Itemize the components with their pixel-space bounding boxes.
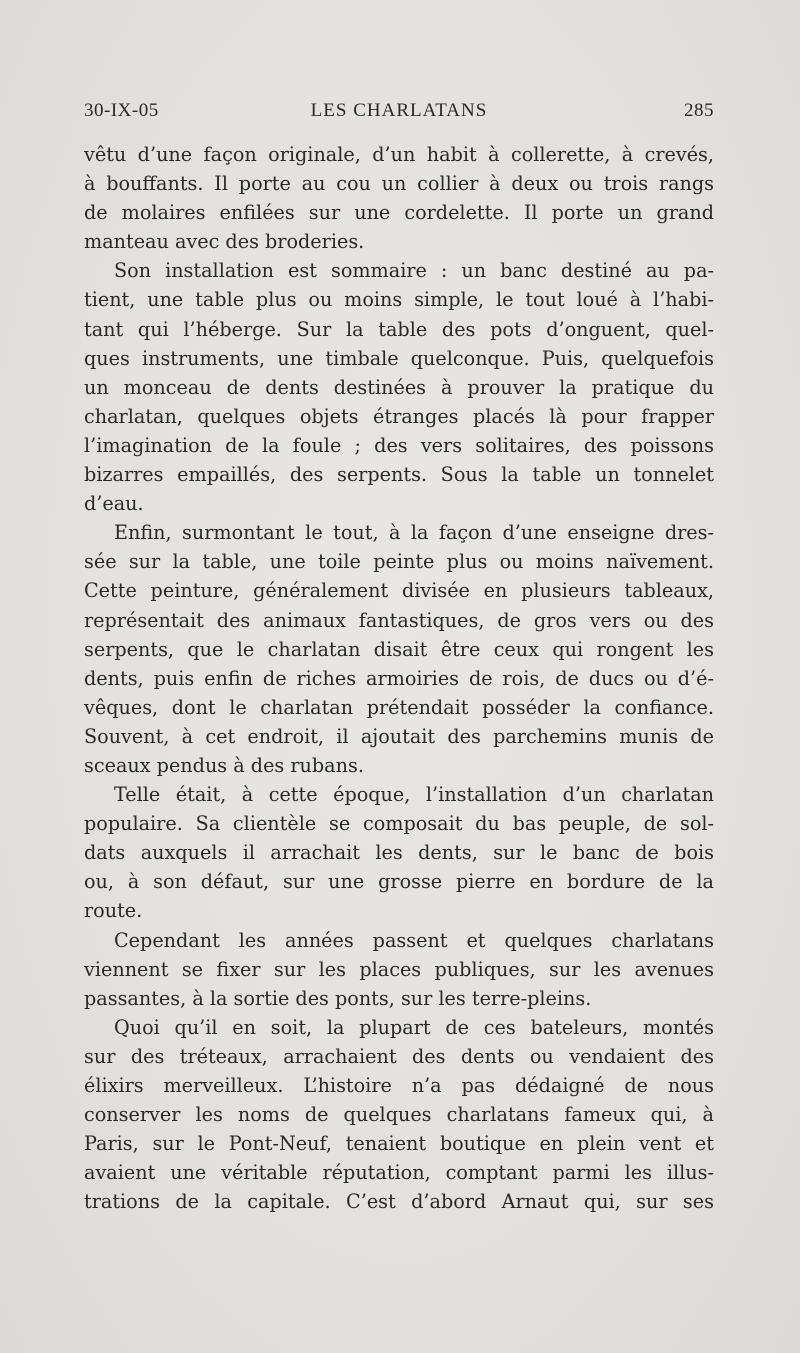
text-line: Cependant les années passent et quelques charlatans [114,928,714,952]
text-line: dats auxquels il arrachait les dents, sur le banc de bois [84,841,714,865]
header-date: 30-IX-05 [84,100,159,121]
text-line: Enfin, surmontant le tout, à la façon d’une enseigne dres- [114,521,714,545]
text-line: populaire. Sa clientèle se composait du bas peuple, de sol- [84,812,714,836]
text-line: sur des tréteaux, arrachaient des dents ou vendaient des [84,1044,714,1068]
text-line: Souvent, à cet endroit, il ajoutait des parchemins munis de [84,724,714,748]
running-header [84,100,714,130]
text-line: vêtu d’une façon originale, d’un habit à collerette, à crevés, [84,143,714,166]
text-line: sée sur la table, une toile peinte plus ou moins naïvement. [84,550,714,574]
text-line: passantes, à la sortie des ponts, sur les terre-pleins. [84,986,592,1010]
text-line: tient, une table plus ou moins simple, le tout loué à l’habi- [84,288,714,312]
text-line: Quoi qu’il en soit, la plupart de ces bateleurs, montés [114,1015,714,1039]
text-line: viennent se fixer sur les places publiques, sur les avenues [84,957,714,981]
text-line: de molaires enfilées sur une cordelette. Il porte un grand [84,201,714,225]
text-line: d’eau. [84,492,144,516]
text-line: à bouffants. Il porte au cou un collier à deux ou trois rangs [84,172,714,196]
text-line: Son installation est sommaire : un banc destiné au pa- [114,259,714,283]
text-line: charlatan, quelques objets étranges placés là pour frapper [84,404,714,428]
text-line: sceaux pendus à des rubans. [84,753,364,777]
text-line: Telle était, à cette époque, l’installation d’un charlatan [114,783,714,807]
text-line: route. [84,899,143,923]
text-line: trations de la capitale. C’est d’abord Arnaut qui, sur ses [84,1190,714,1214]
text-line: vêques, dont le charlatan prétendait posséder la confiance. [84,695,714,719]
text-line: Cette peinture, généralement divisée en plusieurs tableaux, [84,579,714,603]
text-line: bizarres empaillés, des serpents. Sous la table un tonnelet [84,463,714,487]
text-line: avaient une véritable réputation, comptant parmi les illus- [84,1161,714,1185]
text-line: un monceau de dents destinées à prouver la pratique du [84,375,714,399]
text-line: ques instruments, une timbale quelconque. Puis, quelquefois [84,346,714,370]
text-line: Paris, sur le Pont-Neuf, tenaient boutique en plein vent et [84,1132,714,1156]
header-title: LES CHARLATANS [310,100,488,121]
text-line: élixirs merveilleux. L’histoire n’a pas dédaigné de nous [84,1074,714,1097]
text-line: conserver les noms de quelques charlatans fameux qui, à [84,1103,714,1127]
text-line: manteau avec des broderies. [84,230,365,254]
page-number: 285 [684,100,714,121]
text-line: dents, puis enfin de riches armoiries de rois, de ducs ou d’é- [84,666,714,690]
text-line: tant qui l’héberge. Sur la table des pots d’onguent, quel- [84,317,714,341]
text-line: l’imagination de la foule ; des vers solitaires, des poissons [84,433,714,457]
body-text [84,140,714,1216]
text-line: ou, à son défaut, sur une grosse pierre en bordure de la [84,870,714,894]
text-line: serpents, que le charlatan disait être ceux qui rongent les [84,637,714,661]
text-line: représentait des animaux fantastiques, de gros vers ou des [84,608,714,632]
